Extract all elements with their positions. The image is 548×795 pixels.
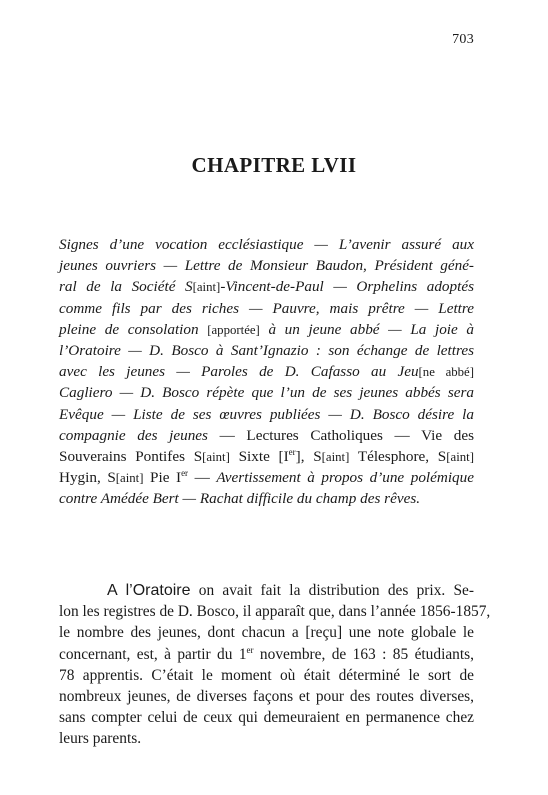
- lead-in-text: A l’Oratoire: [107, 582, 191, 599]
- summary-line: [59, 319, 474, 340]
- summary-text: à un jeune abbé — La joie à: [259, 320, 474, 338]
- summary-text: Pie I: [143, 469, 182, 487]
- summary-text: ], S: [295, 447, 322, 465]
- summary-text: Hygin, S: [59, 469, 116, 487]
- summary-text: Sixte [I: [229, 447, 289, 465]
- summary-text: Télesphore, S: [349, 447, 447, 465]
- summary-text: Avertissement à propos d’une polémique: [216, 469, 474, 487]
- summary-text: pleine de consolation: [59, 320, 208, 338]
- paragraph-line: [59, 644, 474, 665]
- paragraph-line: [59, 580, 474, 601]
- paragraph-line: lon les registres de D. Bosco, il apparaît que, dans l’année 1856-1857,: [59, 603, 491, 621]
- editorial-insertion: [aint]: [202, 449, 230, 464]
- summary-text: — Lectures Catholiques — Vie des: [207, 426, 474, 444]
- summary-text: avec les jeunes — Paroles de D. Cafasso au Jeu: [59, 363, 419, 381]
- summary-line: [59, 361, 474, 382]
- summary-text: Souverains Pontifes S: [59, 447, 203, 465]
- superscript: er: [288, 446, 296, 457]
- editorial-insertion: [aint]: [446, 449, 474, 464]
- editorial-insertion: [aint]: [115, 471, 144, 486]
- editorial-insertion: [ne abbé]: [418, 365, 474, 380]
- editorial-insertion: [apportée]: [207, 322, 260, 337]
- paragraph-text: on avait fait la distribution des prix. Se-: [190, 582, 474, 599]
- superscript: er: [246, 644, 254, 655]
- summary-line: l’Oratoire — D. Bosco à Sant’Ignazio : son échange de lettres: [59, 341, 474, 359]
- paragraph-text: une note globale le: [342, 624, 474, 642]
- editorial-insertion: [aint]: [321, 449, 350, 464]
- summary-line: Signes d’une vocation ecclésiastique — L’avenir assuré aux: [59, 236, 474, 253]
- body-paragraph: [59, 580, 491, 750]
- summary-line: jeunes ouvriers — Lettre de Monsieur Baudon, Président géné-: [59, 257, 474, 275]
- summary-line: Evêque — Liste de ses œuvres publiées — D. Bosco désire la: [59, 405, 474, 423]
- summary-line: contre Amédée Bert — Rachat difficile du champ des rêves.: [59, 490, 421, 508]
- summary-text: -Vincent-de-Paul — Orphelins adoptés: [220, 278, 474, 296]
- summary-line: [59, 467, 474, 488]
- editorial-insertion: [reçu]: [305, 624, 343, 642]
- summary-text: compagnie des jeunes: [59, 426, 208, 444]
- editorial-insertion: [aint]: [192, 280, 221, 295]
- paragraph-line: 78 apprentis. C’était le moment où était déterminé le sort de: [59, 666, 474, 684]
- paragraph-text: le nombre des jeunes, dont chacun a: [59, 624, 306, 642]
- paragraph-text: concernant, est, à partir du 1: [59, 645, 247, 663]
- summary-line: comme fils par des riches — Pauvre, mais prêtre — Lettre: [59, 299, 474, 317]
- superscript: er: [181, 468, 189, 478]
- summary-line: [59, 425, 474, 446]
- page-number: 703: [452, 32, 474, 47]
- summary-line: Cagliero — D. Bosco répète que l’un de ses jeunes abbés sera: [59, 384, 474, 402]
- summary-text: ral de la Société S: [59, 278, 193, 296]
- chapter-summary: [59, 234, 474, 509]
- paragraph-line: [59, 622, 474, 643]
- summary-line: [59, 446, 474, 467]
- summary-line: [59, 276, 474, 297]
- chapter-title: CHAPITRE LVII: [191, 153, 357, 177]
- summary-text: —: [188, 469, 217, 487]
- paragraph-line: leurs parents.: [59, 730, 142, 748]
- paragraph-line: nombreux jeunes, de diverses façons et pour des routes diverses,: [59, 687, 474, 705]
- paragraph-text: novembre, de 163 : 85 étudiants,: [253, 645, 474, 663]
- paragraph-line: sans compter celui de ceux qui demeuraient en permanence chez: [59, 709, 474, 727]
